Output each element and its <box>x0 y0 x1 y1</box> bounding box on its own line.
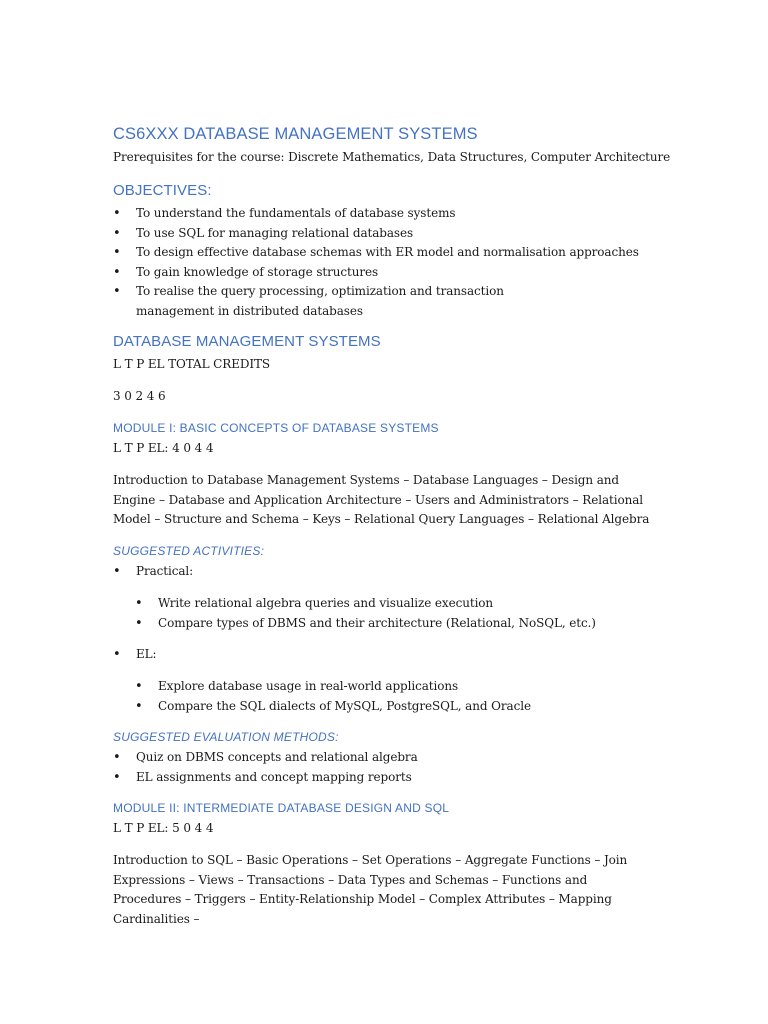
module1-heading: MODULE I: BASIC CONCEPTS OF DATABASE SYSTEMS <box>113 421 439 435</box>
el-item: • Explore database usage in real-world applications <box>135 677 675 697</box>
objective-item: • To use SQL for managing relational databases <box>113 224 673 244</box>
module1-activities-heading: SUGGESTED ACTIVITIES: <box>113 544 265 558</box>
objectives-heading: OBJECTIVES: <box>113 182 212 199</box>
el-items <box>135 677 675 716</box>
objective-item: • To gain knowledge of storage structures <box>113 263 673 283</box>
evaluation-list <box>113 748 673 787</box>
module2-ltpel: L T P EL: 5 0 4 4 <box>113 821 214 835</box>
module1-evaluation-heading: SUGGESTED EVALUATION METHODS: <box>113 730 339 744</box>
el-item: • Compare the SQL dialects of MySQL, PostgreSQL, and Oracle <box>135 697 675 717</box>
objectives-list <box>113 204 673 321</box>
credits-header: L T P EL TOTAL CREDITS <box>113 357 271 371</box>
credits-values: 3 0 2 4 6 <box>113 389 166 403</box>
objective-item: • To design effective database schemas with ER model and normalisation approaches <box>113 243 673 263</box>
practical-list <box>113 562 673 582</box>
practical-item: • Write relational algebra queries and visualize execution <box>135 594 675 614</box>
objective-item: • To realise the query processing, optimization and transaction management in distributed databases <box>113 282 576 321</box>
module1-content: Introduction to Database Management Systems – Database Languages – Design and Engine – Database and Application Architecture – Users and Administrators – Relational Model – Structure and Schema – Keys – Relational Query Languages – Relational Algebra <box>113 473 650 526</box>
prerequisites-text: Prerequisites for the course: Discrete Mathematics, Data Structures, Computer Architecture <box>113 150 671 164</box>
module2-heading: MODULE II: INTERMEDIATE DATABASE DESIGN AND SQL <box>113 801 450 815</box>
section-heading: DATABASE MANAGEMENT SYSTEMS <box>113 333 381 350</box>
evaluation-item: • EL assignments and concept mapping reports <box>113 768 673 788</box>
el-label: • EL: <box>113 645 673 665</box>
module2-content: Introduction to SQL – Basic Operations – Set Operations – Aggregate Functions – Join Expressions – Views – Transactions – Data Types and Schemas – Functions and Procedures – Triggers – Entity-Relationship Model – Complex Attributes – Mapping Cardinalities – <box>113 853 628 926</box>
practical-label: • Practical: <box>113 562 673 582</box>
el-list <box>113 645 673 665</box>
objective-item: • To understand the fundamentals of database systems <box>113 204 673 224</box>
practical-items <box>135 594 675 633</box>
evaluation-item: • Quiz on DBMS concepts and relational algebra <box>113 748 673 768</box>
course-title: CS6XXX DATABASE MANAGEMENT SYSTEMS <box>113 125 478 143</box>
practical-item: • Compare types of DBMS and their architecture (Relational, NoSQL, etc.) <box>135 614 675 634</box>
module1-ltpel: L T P EL: 4 0 4 4 <box>113 441 214 455</box>
